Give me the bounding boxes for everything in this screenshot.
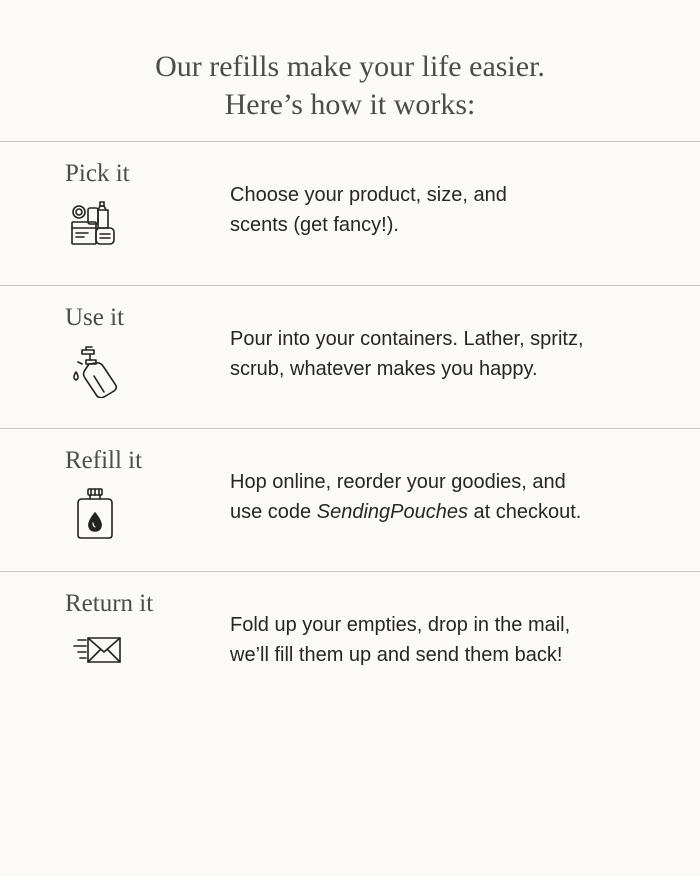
heading-line-1: Our refills make your life easier. xyxy=(155,50,545,83)
step-description xyxy=(230,610,690,670)
step-use-it xyxy=(0,286,700,428)
description-line: scents (get fancy!). xyxy=(230,214,399,236)
description-line: scrub, whatever makes you happy. xyxy=(230,358,538,380)
code-prefix: use code xyxy=(230,501,317,523)
page-heading xyxy=(0,48,700,124)
heading-line-2: Here’s how it works: xyxy=(224,88,476,121)
product-bottles-icon xyxy=(68,198,124,254)
description-line: Fold up your empties, drop in the mail, xyxy=(230,614,571,636)
mail-envelope-icon xyxy=(68,624,124,680)
description-line: we’ll fill them up and send them back! xyxy=(230,644,563,666)
step-description xyxy=(230,324,690,384)
description-line xyxy=(230,497,690,527)
step-title: Pick it xyxy=(65,160,130,187)
description-line: Hop online, reorder your goodies, and xyxy=(230,471,566,493)
step-title: Refill it xyxy=(65,447,143,474)
step-description xyxy=(230,180,690,240)
step-title: Return it xyxy=(65,590,154,617)
description-line: Pour into your containers. Lather, spritz, xyxy=(230,328,584,350)
description-line: Choose your product, size, and xyxy=(230,184,507,206)
refill-jug-icon xyxy=(68,485,124,541)
step-description xyxy=(230,467,690,527)
code-suffix: at checkout. xyxy=(467,501,582,523)
step-return-it xyxy=(0,572,700,714)
step-title: Use it xyxy=(65,304,125,331)
step-refill-it xyxy=(0,429,700,571)
promo-code: SendingPouches xyxy=(316,501,468,523)
step-pick-it xyxy=(0,142,700,284)
spray-bottle-icon xyxy=(68,342,124,398)
